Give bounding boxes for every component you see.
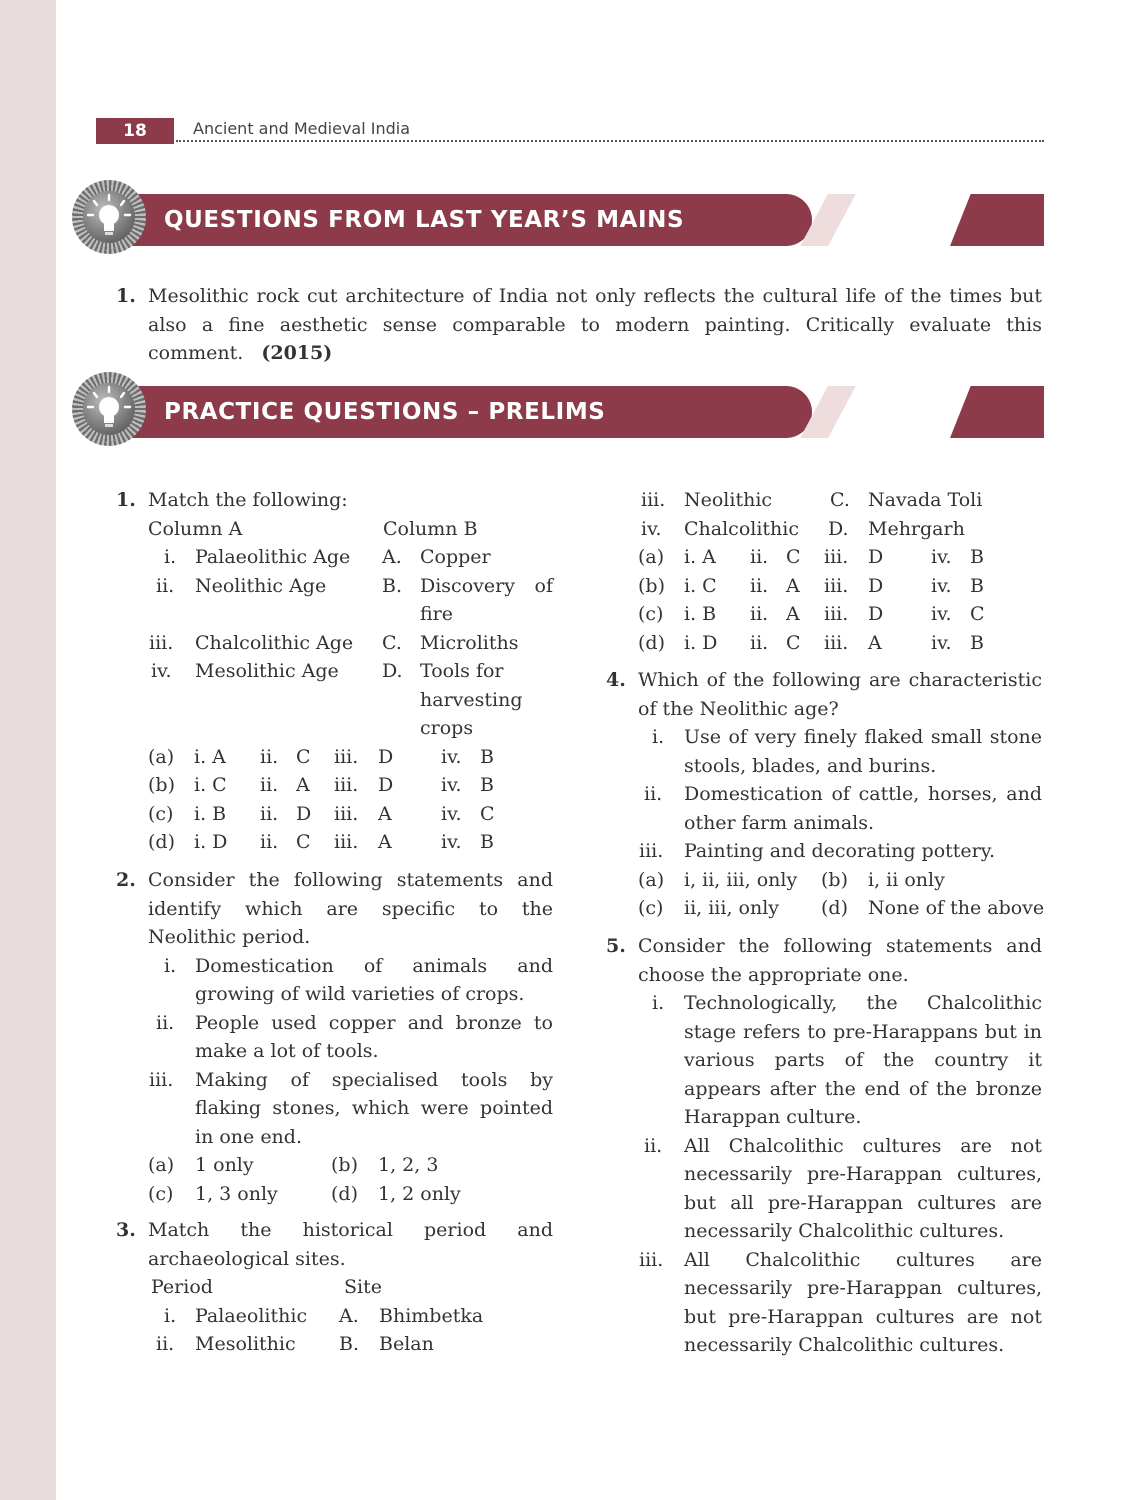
running-header <box>96 118 1044 144</box>
column-b-header: Column B <box>383 517 478 540</box>
question-text: Consider the following statements and identify which are specific to the Neolithic period. <box>148 869 553 948</box>
column-headers <box>116 515 553 544</box>
match-row: ii. Mesolithic B. Belan <box>156 1333 434 1355</box>
prelims-question-1 <box>116 486 553 857</box>
prelims-question-2 <box>116 866 553 1208</box>
answer-option[interactable]: (a) i. A ii. C iii. D iv. B <box>638 546 984 568</box>
mains-question <box>116 282 1042 368</box>
page-margin-strip <box>0 0 56 1500</box>
question-number: 2. <box>116 869 136 891</box>
book-title: Ancient and Medieval India <box>193 119 411 138</box>
match-row: i. Palaeolithic Age A. Copper <box>164 546 491 568</box>
answer-option[interactable]: (b) i. C ii. A iii. D iv. B <box>638 574 984 597</box>
statement: iii. Painting and decorating pottery. <box>639 840 995 862</box>
answer-option[interactable]: (c) i. B ii. D iii. A iv. C <box>148 802 495 825</box>
question-text: Consider the following statements and choose the appropriate one. <box>638 935 1042 986</box>
banner-tail <box>950 386 1044 438</box>
site-header: Site <box>344 1276 382 1298</box>
statement: i. Domestication of animals and growing of wild varieties of crops. <box>164 954 553 1005</box>
mains-section-title: QUESTIONS FROM LAST YEAR’S MAINS <box>164 207 685 233</box>
question-text: Mesolithic rock cut architecture of India not only reflects the cultural life of the times but also a fine aesthetic sense comparable to modern painting. Critically evaluate this comment. (2015) <box>148 285 1042 364</box>
question-number: 4. <box>606 669 626 691</box>
statement: ii. People used copper and bronze to make a lot of tools. <box>156 1011 553 1062</box>
period-header: Period <box>151 1276 213 1298</box>
banner-tail <box>950 194 1044 246</box>
match-row: iv. Chalcolithic D. Mehrgarh <box>641 517 965 540</box>
match-row: iii. Chalcolithic Age C. Microliths <box>149 631 519 654</box>
match-row: ii. Neolithic Age B. Discovery of fire <box>156 574 553 625</box>
question-number: 1. <box>116 489 136 511</box>
prelims-question-4 <box>606 666 1045 923</box>
prelims-question-3-continued <box>606 486 1042 657</box>
match-row: iii. Neolithic C. Navada Toli <box>641 489 983 511</box>
answer-option-row[interactable]: (a) i, ii, iii, only (b) i, ii only <box>638 868 945 891</box>
prelims-section-banner <box>72 366 1044 444</box>
header-dotted-rule <box>176 140 1044 142</box>
question-number: 3. <box>116 1219 136 1241</box>
page-number: 18 <box>96 118 174 144</box>
question-number: 5. <box>606 935 626 957</box>
column-headers <box>116 1273 553 1302</box>
mains-section-banner <box>72 174 1044 252</box>
answer-option[interactable]: (c) i. B ii. A iii. D iv. C <box>638 603 985 625</box>
prelims-section-title: PRACTICE QUESTIONS – PRELIMS <box>164 399 606 425</box>
question-year: (2015) <box>261 342 333 364</box>
lightbulb-icon <box>72 180 146 254</box>
answer-option[interactable]: (d) i. D ii. C iii. A iv. B <box>148 831 494 853</box>
column-a-header: Column A <box>148 517 243 540</box>
prelims-question-3 <box>116 1216 553 1359</box>
statement: ii. Domestication of cattle, horses, and other farm animals. <box>644 783 1042 834</box>
answer-option[interactable]: (a) i. A ii. C iii. D iv. B <box>148 745 494 768</box>
statement: i. Technologically, the Chalcolithic stage refers to pre-Harappans but in various parts of the country it appears after the end of the bronze Harappan culture. <box>652 992 1042 1128</box>
statement: iii. Making of specialised tools by flaking stones, which were pointed in one end. <box>149 1068 553 1148</box>
answer-option-row[interactable]: (c) 1, 3 only (d) 1, 2 only <box>148 1182 461 1205</box>
answer-option[interactable]: (d) i. D ii. C iii. A iv. B <box>638 631 984 654</box>
answer-option[interactable]: (b) i. C ii. A iii. D iv. B <box>148 774 494 796</box>
match-row: iv. Mesolithic Age D. Tools for harvesting crops <box>151 660 523 739</box>
statement: i. Use of very finely flaked small stone stools, blades, and burins. <box>652 726 1042 777</box>
answer-option-row[interactable]: (a) 1 only (b) 1, 2, 3 <box>148 1154 439 1176</box>
question-text: Match the historical period and archaeological sites. <box>148 1219 553 1270</box>
question-number: 1. <box>116 285 136 307</box>
lightbulb-icon <box>72 372 146 446</box>
prelims-question-5 <box>606 932 1042 1360</box>
question-text: Which of the following are characteristic of the Neolithic age? <box>638 669 1042 720</box>
match-row: i. Palaeolithic A. Bhimbetka <box>164 1304 484 1327</box>
question-text: Match the following: <box>148 489 348 511</box>
statement: iii. All Chalcolithic cultures are necessarily pre-Harappan cultures, but pre-Harappan cultures are not necessarily Chalcolithic cultures. <box>639 1248 1042 1356</box>
statement: ii. All Chalcolithic cultures are not necessarily pre-Harappan cultures, but all pre-Harappan cultures are necessarily Chalcolithic cultures. <box>644 1134 1042 1242</box>
answer-option-row[interactable]: (c) ii, iii, only (d) None of the above <box>638 897 1045 919</box>
